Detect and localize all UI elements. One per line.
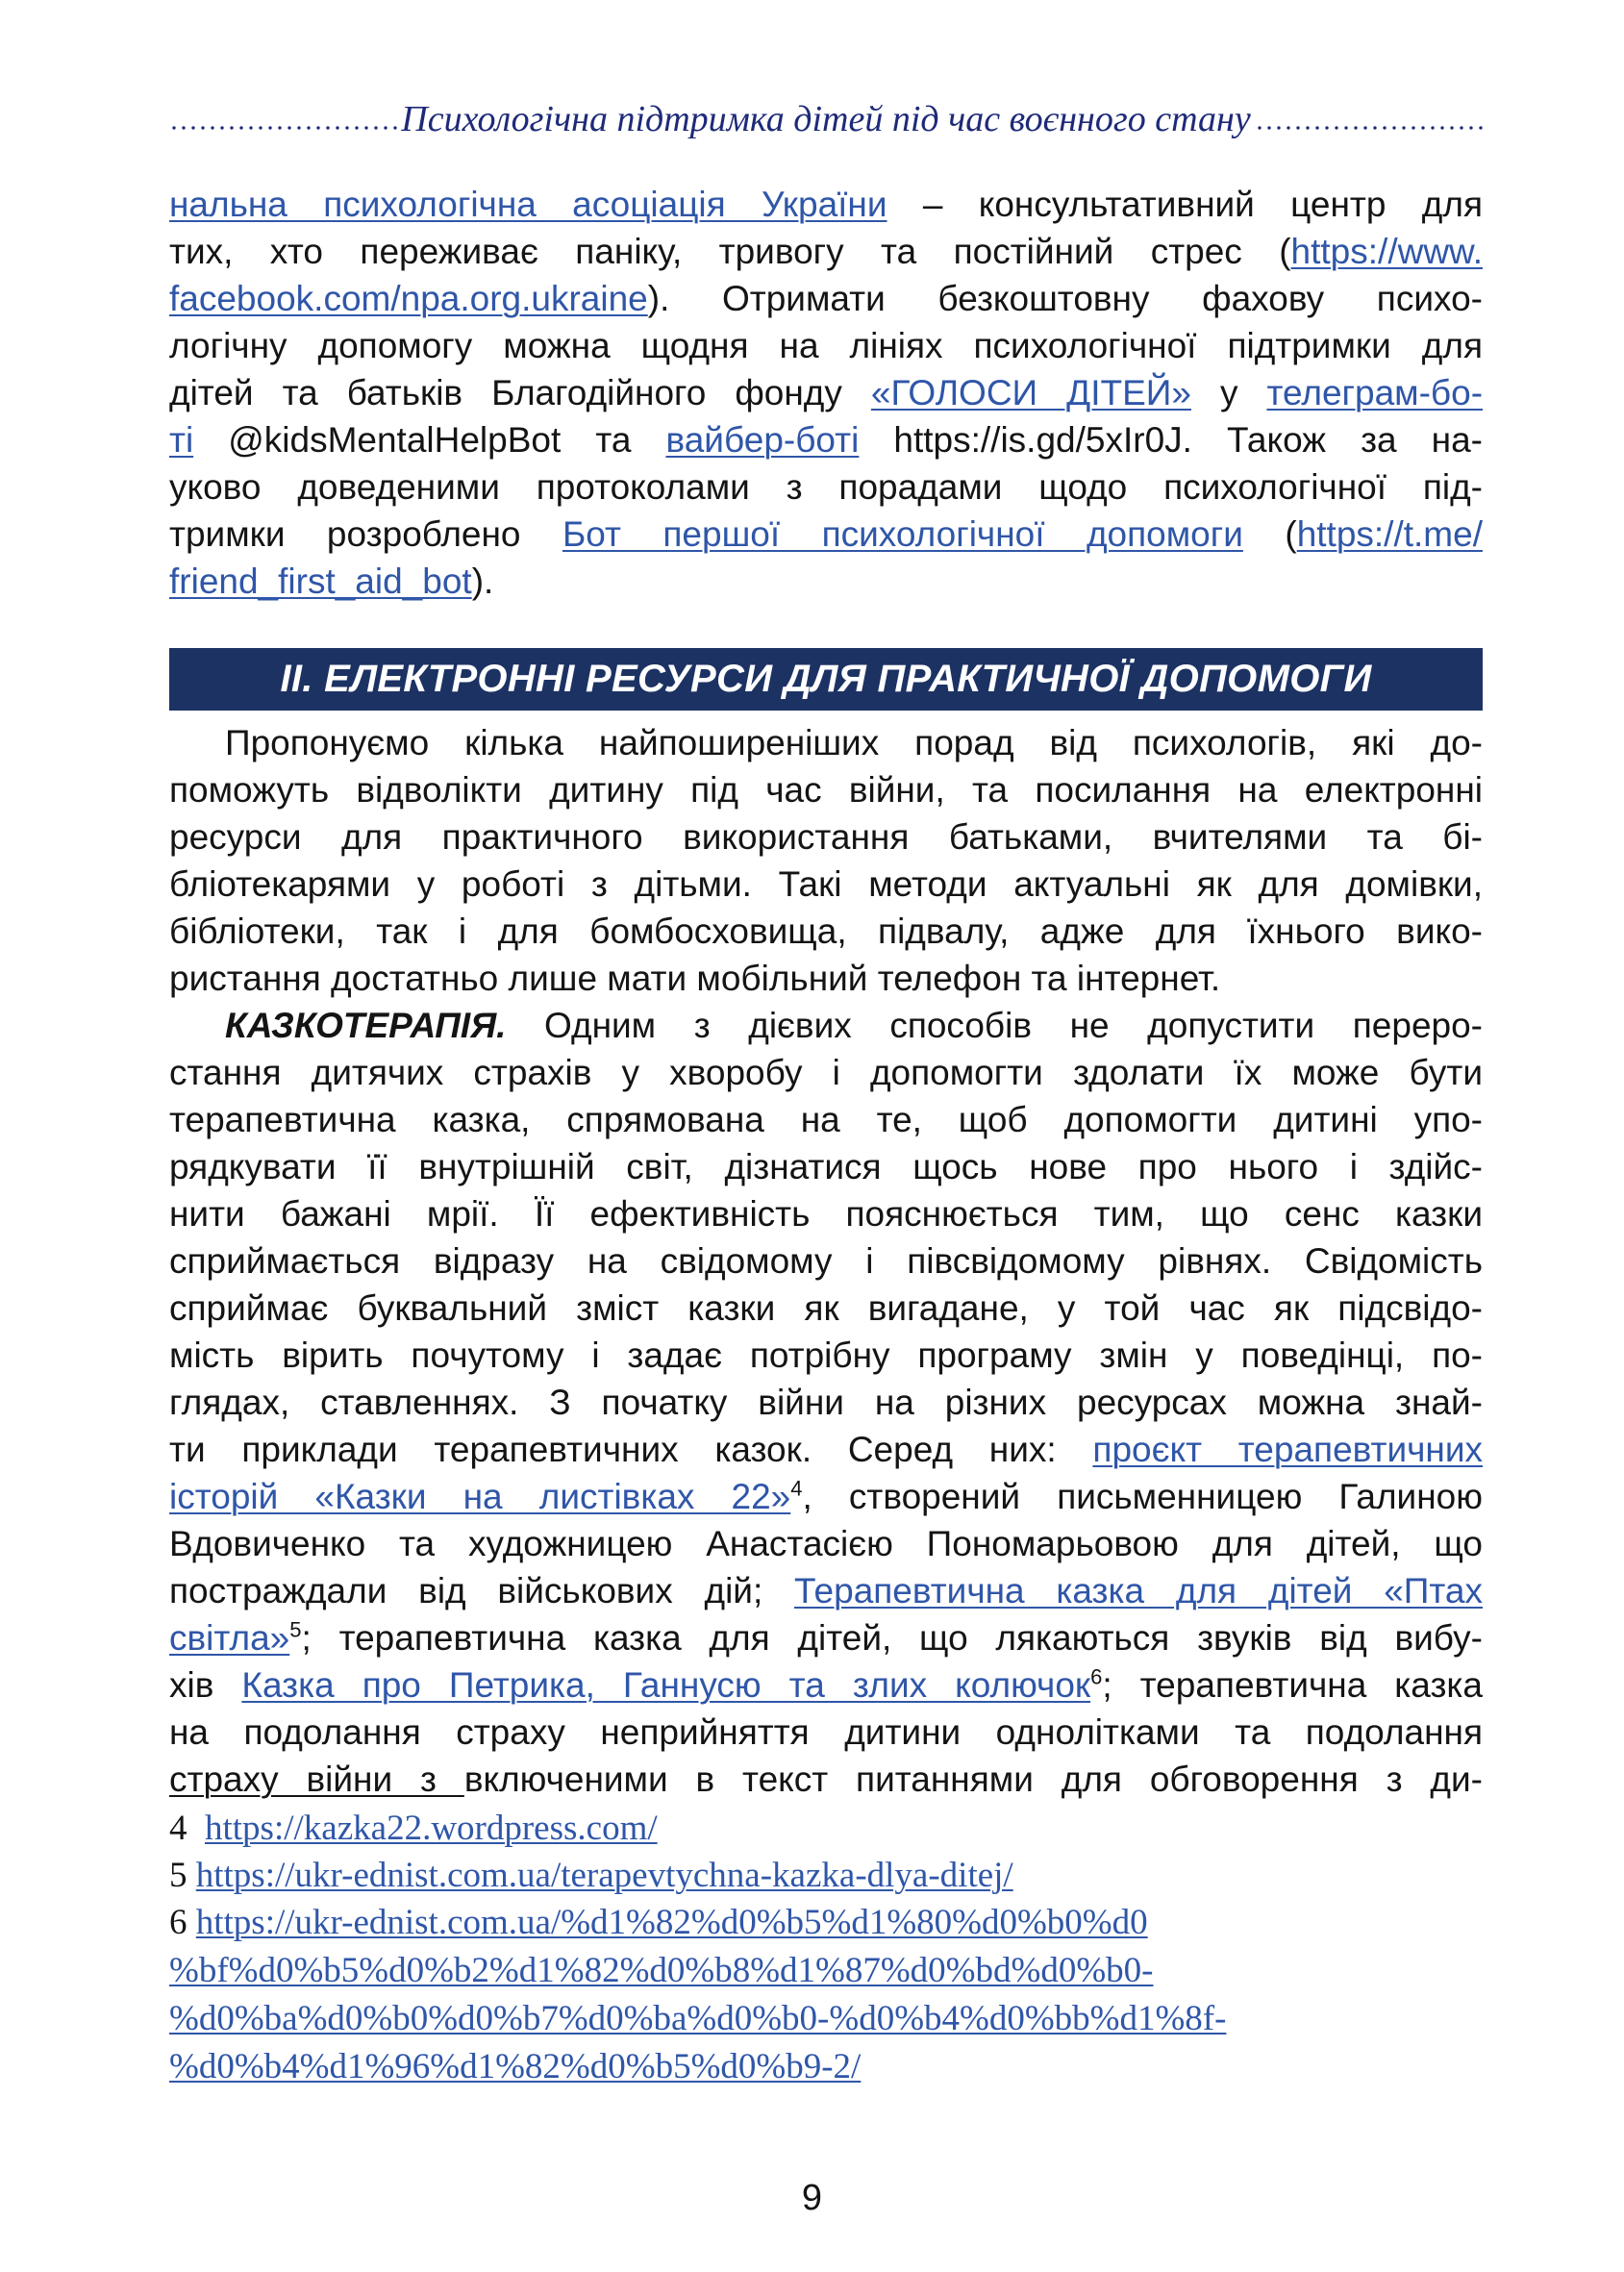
- text-line: рядкувати її внутрішній світ, дізнатися щось нове про нього і здійс-: [169, 1147, 1483, 1186]
- footnote-4: 4 https://kazka22.wordpress.com/: [169, 1809, 658, 1848]
- text-line: постраждали від військових дій; Терапевтична казка для дітей «Птах: [169, 1571, 1483, 1610]
- footnote-6-cont: [169, 2046, 1496, 2088]
- telegram-bot-link[interactable]: телеграм-бо-: [1266, 373, 1484, 412]
- facebook-url-link[interactable]: https://www.: [1290, 232, 1483, 271]
- viber-bot-link[interactable]: вайбер-боті: [665, 420, 860, 460]
- tme-url-link-cont[interactable]: friend_first_aid_bot: [169, 562, 472, 601]
- text-line: бліотекарями у роботі з дітьми. Такі методи актуальні як для домівки,: [169, 864, 1483, 904]
- text-line: ристання достатньо лише мати мобільний телефон та інтернет.: [169, 959, 1221, 998]
- text-line: friend_first_aid_bot).: [169, 562, 494, 601]
- text-line: Пропонуємо кілька найпоширеніших порад від психологів, які до-: [225, 723, 1483, 762]
- npa-link[interactable]: нальна психологічна асоціація України: [169, 185, 887, 224]
- footnote-6: 6 https://ukr-ednist.com.ua/%d1%82%d0%b5%d1%80%d0%b0%d0: [169, 1903, 1148, 1942]
- section-title: II. ЕЛЕКТРОННІ РЕСУРСИ ДЛЯ ПРАКТИЧНОЇ ДОПОМОГИ: [280, 658, 1372, 700]
- running-title: Психологічна підтримка дітей під час воєнного стану: [401, 99, 1251, 139]
- text-line: нити бажані мрії. Її ефективність пояснюється тим, що сенс казки: [169, 1194, 1483, 1234]
- footnote-6-url[interactable]: https://ukr-ednist.com.ua/%d1%82%d0%b5%d1%80%d0%b0%d0: [195, 1903, 1148, 1942]
- text-line: бібліотеки, так і для бомбосховища, підвалу, адже для їхнього вико-: [169, 911, 1483, 951]
- text-line: ресурси для практичного використання батьками, вчителями та бі-: [169, 817, 1483, 857]
- footnote-6-cont: [169, 1950, 1496, 1992]
- ptakh-svitla-link[interactable]: Терапевтична казка для дітей «Птах: [794, 1571, 1483, 1610]
- first-aid-bot-link[interactable]: Бот першої психологічної допомоги: [562, 514, 1243, 554]
- footnote-ref-6[interactable]: 6: [1090, 1664, 1103, 1689]
- text-line: тримки розроблено Бот першої психологічної допомоги (https://t.me/: [169, 514, 1483, 554]
- text-line: на подолання страху неприйняття дитини однолітками та подолання: [169, 1712, 1483, 1752]
- footnote-ref-5[interactable]: 5: [289, 1617, 302, 1642]
- text-line: сприймає буквальний зміст казки як вигадане, у той час як підсвідо-: [169, 1288, 1483, 1328]
- kazky-project-link[interactable]: проєкт терапевтичних: [1092, 1430, 1483, 1469]
- facebook-url-link-cont[interactable]: facebook.com/npa.org.ukraine: [169, 279, 648, 318]
- header-dots-right: [1255, 126, 1483, 130]
- ptakh-svitla-link-cont[interactable]: світла»: [169, 1618, 290, 1658]
- text-line: КАЗКОТЕРАПІЯ. Одним з дієвих способів не допустити переро-: [225, 1006, 1483, 1045]
- text-line: терапевтична казка, спрямована на те, щоб допомогти дитині упо-: [169, 1100, 1483, 1139]
- telegram-bot-link-cont[interactable]: ті: [169, 420, 194, 460]
- footnote-ref-4[interactable]: 4: [790, 1476, 803, 1501]
- text-line: мість вірить почутому і задає потрібну програму змін у поведінці, по-: [169, 1336, 1483, 1375]
- text-line: хів Казка про Петрика, Ганнусю та злих колючок$^6$; терапевтична казка: [169, 1664, 1483, 1705]
- fairytale-therapy-heading: КАЗКОТЕРАПІЯ.: [225, 1006, 507, 1045]
- footnote-6-url-cont[interactable]: %bf%d0%b5%d0%b2%d1%82%d0%b8%d1%87%d0%bd%d0%b0-: [169, 1951, 1154, 1990]
- page-number: 9: [801, 2178, 823, 2218]
- text-line: нальна психологічна асоціація України – консультативний центр для: [169, 185, 1483, 224]
- text-line: глядах, ставленнях. З початку війни на різних ресурсах можна знай-: [169, 1383, 1483, 1422]
- text-line: уково доведеними протоколами з порадами щодо психологічної під-: [169, 467, 1483, 507]
- text-line: історій «Казки на листівках 22»$^4$, створений письменницею Галиною: [169, 1476, 1483, 1516]
- footnote-6-url-cont[interactable]: %d0%ba%d0%b0%d0%b7%d0%ba%d0%b0-%d0%b4%d0%bb%d1%8f-: [169, 1999, 1227, 2038]
- petryk-tale-link[interactable]: Казка про Петрика, Ганнусю та злих колючок: [241, 1665, 1091, 1705]
- text-line: логічну допомогу можна щодня на лініях психологічної підтримки для: [169, 326, 1483, 365]
- footnote-4-url[interactable]: https://kazka22.wordpress.com/: [205, 1809, 658, 1848]
- section-heading-bar: [169, 648, 1483, 711]
- tme-url-link[interactable]: https://t.me/: [1296, 514, 1483, 554]
- text-line: ти приклади терапевтичних казок. Серед них: проєкт терапевтичних: [169, 1430, 1483, 1469]
- holosy-ditey-link[interactable]: «ГОЛОСИ ДІТЕЙ»: [870, 373, 1191, 412]
- text-line: Вдовиченко та художницею Анастасією Пономарьовою для дітей, що: [169, 1524, 1483, 1563]
- text-line: стання дитячих страхів у хворобу і допомогти здолати їх може бути: [169, 1053, 1483, 1092]
- text-line: поможуть відволікти дитину під час війни, та посилання на електронні: [169, 770, 1483, 810]
- text-line: facebook.com/npa.org.ukraine). Отримати безкоштовну фахову психо-: [169, 279, 1483, 318]
- text-line: сприймається відразу на свідомому і півсвідомому рівнях. Свідомість: [169, 1241, 1483, 1281]
- text-line: ті @kidsMentalHelpBot та вайбер-боті https://is.gd/5xIr0J. Також за на-: [169, 420, 1483, 460]
- text-line: страху війни з включеними в текст питаннями для обговорення з ди-: [169, 1760, 1483, 1799]
- footnote-5: 5 https://ukr-ednist.com.ua/terapevtychna-kazka-dlya-ditej/: [169, 1856, 1013, 1895]
- text-line: дітей та батьків Благодійного фонду «ГОЛОСИ ДІТЕЙ» у телеграм-бо-: [169, 373, 1484, 412]
- footnote-6-url-cont[interactable]: %d0%b4%d1%96%d1%82%d0%b5%d0%b9-2/: [169, 2047, 862, 2086]
- text-line: світла»$^5$; терапевтична казка для дітей, що лякаються звуків від вибу-: [169, 1617, 1483, 1658]
- footnote-6-cont: [169, 1998, 1496, 2040]
- footnote-5-url[interactable]: https://ukr-ednist.com.ua/terapevtychna-kazka-dlya-ditej/: [195, 1856, 1013, 1895]
- kazky-project-link-cont[interactable]: історій «Казки на листівках 22»: [169, 1477, 791, 1516]
- running-header: [169, 98, 1483, 140]
- header-dots-left: [169, 126, 397, 130]
- text-line: тих, хто переживає паніку, тривогу та постійний стрес (https://www.: [169, 232, 1483, 271]
